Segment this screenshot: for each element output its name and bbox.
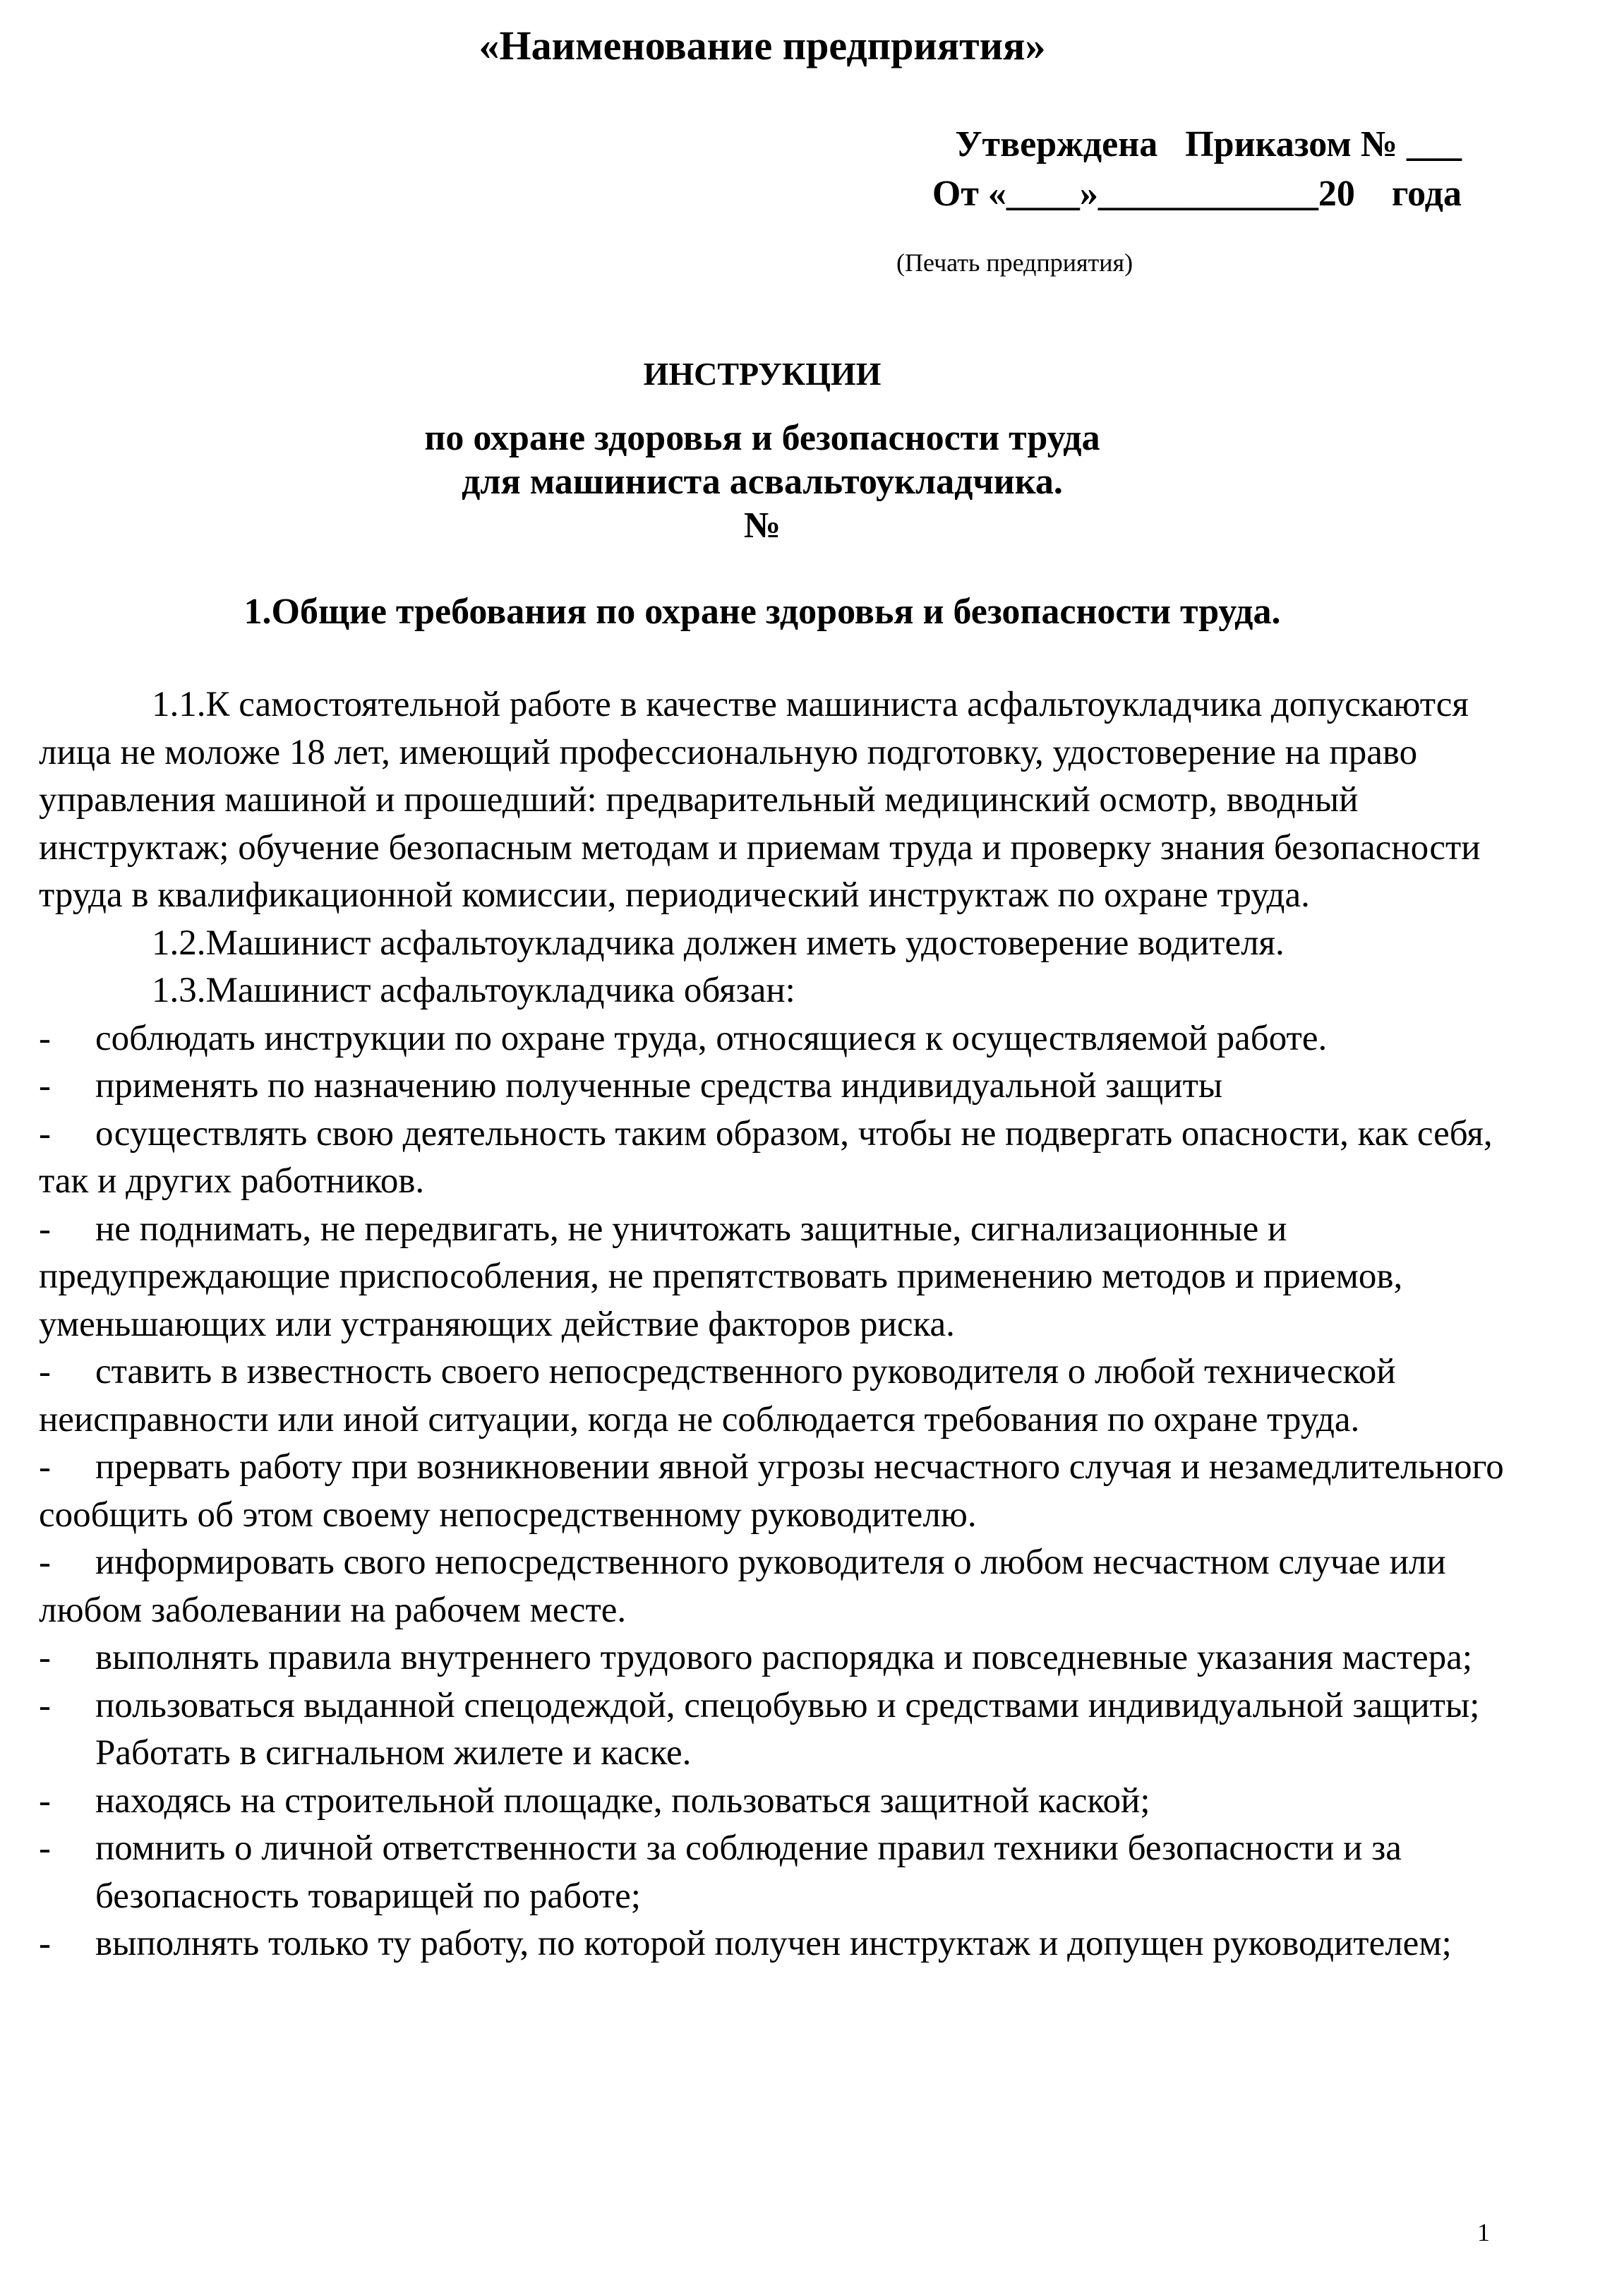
approval-date-line: От «____»____________20 года xyxy=(932,174,1462,214)
document-kind: ИНСТРУКЦИИ xyxy=(643,356,882,392)
duty-text: прервать работу при возникновении явной угрозы несчастного случая и незамедлительного сообщить об этом своему непосредственному руководителю. xyxy=(39,1447,1504,1535)
paragraph-number: 1.3. xyxy=(152,971,206,1010)
section-body xyxy=(39,681,1514,1968)
duty-item xyxy=(39,1444,1514,1539)
duty-item xyxy=(39,1062,1514,1110)
paragraph xyxy=(39,967,1514,1015)
list-dash: - xyxy=(39,1685,51,1725)
duty-text: пользоваться выданной спецодеждой, спецобувью и средствами индивидуальной защиты; Работать в сигнальном жилете и каске. xyxy=(95,1685,1480,1773)
paragraph-number: 1.2. xyxy=(152,923,206,963)
duty-text: информировать свого непосредственного руководителя о любом несчастном случае или любом заболевании на рабочем месте. xyxy=(39,1543,1446,1630)
approval-order-line: Утверждена Приказом № ___ xyxy=(955,124,1462,164)
stamp-placeholder: (Печать предприятия) xyxy=(896,249,1133,277)
list-dash: - xyxy=(39,1209,51,1249)
duty-item xyxy=(39,1348,1514,1444)
list-dash: - xyxy=(39,1113,51,1154)
paragraph-text: Машинист асфальтоукладчика обязан: xyxy=(205,971,795,1010)
list-dash: - xyxy=(39,1924,51,1963)
list-dash: - xyxy=(39,1447,51,1487)
title-line-1: по охране здоровья и безопасности труда xyxy=(424,418,1100,458)
paragraph xyxy=(39,681,1514,920)
section-heading: 1.Общие требования по охране здоровья и безопасности труда. xyxy=(243,592,1281,632)
duty-text: соблюдать инструкции по охране труда, относящиеся к осуществляемой работе. xyxy=(95,1018,1328,1058)
duty-item xyxy=(39,1778,1514,1826)
company-name: «Наименование предприятия» xyxy=(479,23,1046,68)
duty-text: выполнять правила внутреннего трудового распорядка и повседневные указания мастера; xyxy=(95,1638,1472,1677)
duty-item xyxy=(39,1634,1514,1682)
duty-item xyxy=(39,1539,1514,1634)
document-number: № xyxy=(743,505,781,546)
duty-item xyxy=(39,1825,1514,1920)
paragraph-text: К самостоятельной работе в качестве машиниста асфальтоукладчика допускаются лица не моложе 18 лет, имеющий профессиональную подготовку, удостоверение на право управления машиной и прошедший: предварительный медицинский осмотр, вводный инструктаж; обучение безопасным методам и приемам труда и проверку знания безопасности труда в квалификационной комиссии, периодический инструктаж по охране труда. xyxy=(39,685,1481,915)
approval-block xyxy=(932,120,1462,219)
duty-text: ставить в известность своего непосредственного руководителя о любой технической неисправности или иной ситуации, когда не соблюдается требования по охране труда. xyxy=(39,1352,1396,1439)
paragraph-number: 1.1. xyxy=(152,685,206,724)
paragraph xyxy=(39,920,1514,968)
duty-text: не поднимать, не передвигать, не уничтожать защитные, сигнализационные и предупреждающие приспособления, не препятствовать применению методов и приемов, уменьшающих или устраняющих действие факторов риска. xyxy=(39,1209,1403,1344)
duty-item xyxy=(39,1015,1514,1063)
duty-item xyxy=(39,1206,1514,1349)
list-dash: - xyxy=(39,1828,51,1868)
document-title xyxy=(0,353,1524,548)
duty-text: применять по назначению полученные средства индивидуальной защиты xyxy=(95,1066,1223,1106)
paragraph-text: Машинист асфальтоукладчика должен иметь удостоверение водителя. xyxy=(205,923,1285,963)
list-dash: - xyxy=(39,1066,51,1106)
list-dash: - xyxy=(39,1543,51,1582)
duty-item xyxy=(39,1920,1514,1968)
list-dash: - xyxy=(39,1352,51,1391)
list-dash: - xyxy=(39,1780,51,1821)
duty-text: выполнять только ту работу, по которой получен инструктаж и допущен руководителем; xyxy=(95,1924,1452,1963)
duty-text: находясь на строительной площадке, пользоваться защитной каской; xyxy=(95,1780,1150,1821)
duty-item xyxy=(39,1110,1514,1206)
duty-text: осуществлять свою деятельность таким образом, чтобы не подвергать опасности, как себя, так и других работников. xyxy=(39,1113,1493,1201)
list-dash: - xyxy=(39,1018,51,1058)
title-line-2: для машиниста асвальтоукладчика. xyxy=(462,462,1063,502)
list-dash: - xyxy=(39,1638,51,1677)
duty-item xyxy=(39,1682,1514,1778)
duty-text: помнить о личной ответственности за соблюдение правил техники безопасности и за безопасность товарищей по работе; xyxy=(95,1828,1402,1916)
page-number: 1 xyxy=(1477,2218,1490,2246)
